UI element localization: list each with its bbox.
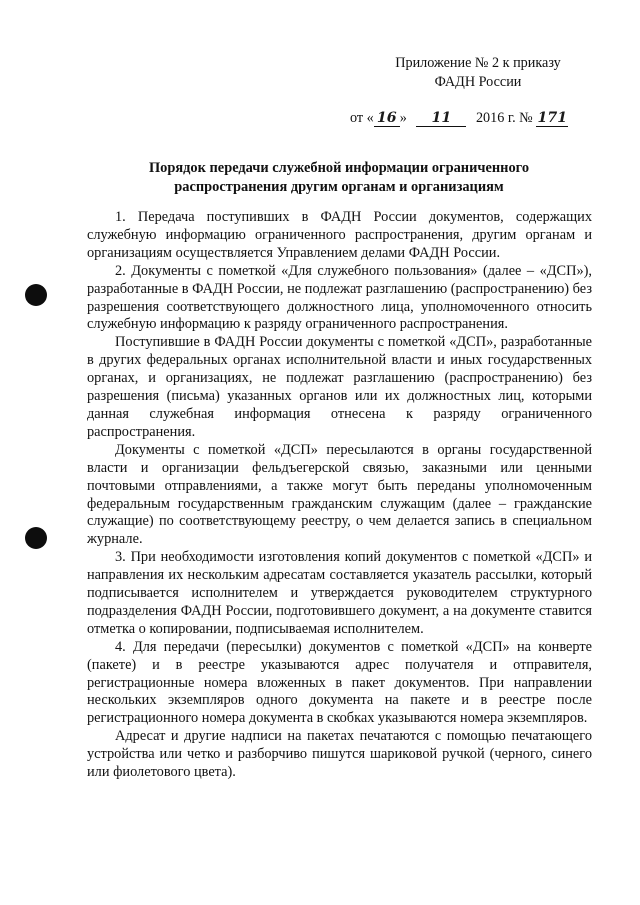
body-paragraph: Документы с пометкой «ДСП» пересылаются в органы государственной власти и организации фельдъегерской связью, заказными или ценными почтовыми отправлениями, а также могут быть переданы уполномоченным федеральным государственным гражданским служащим (далее – гражданские служащие) по соответствующему реестру, о чем делается запись в специальном журнале. [87, 441, 592, 548]
document-title [100, 159, 578, 197]
body-paragraph: 3. При необходимости изготовления копий документов с пометкой «ДСП» и направления их нескольким адресатам составляется указатель рассылки, который подписывается исполнителем и утверждается руководителем структурного подразделения ФАДН России, подготовившего документ, а на документе ставится отметка о копировании, подписываемая исполнителем. [87, 549, 592, 637]
body-paragraph: 2. Документы с пометкой «Для служебного пользования» (далее – «ДСП»), разработанные в ФАДН России, не подлежат разглашению (распространению) без разрешения соответствующего должностного лица, уполномоченного относить служебную информацию к разряду ограниченного распространения. [87, 262, 592, 333]
body-paragraph: Адресат и другие надписи на пакетах печатаются с помощью печатающего устройства или четко и разборчиво пишутся шариковой ручкой (черного, синего или фиолетового цвета). [87, 728, 592, 781]
document-body [87, 209, 592, 782]
order-date-line [350, 108, 568, 128]
order-year-label: 2016 г. № [475, 110, 533, 126]
handwritten-order-number: 171 [537, 110, 568, 126]
body-paragraph: 1. Передача поступивших в ФАДН России документов, содержащих служебную информацию ограниченного распространения, другим органам и организациям осуществляется Управлением делами ФАДН России. [87, 209, 592, 261]
title-line: распространения другим органам и организациям [174, 179, 504, 195]
order-date-prefix: от « [350, 110, 374, 126]
handwritten-day: 16 [374, 110, 400, 127]
order-quote-close: » [399, 110, 407, 126]
binder-hole-punch [25, 527, 47, 549]
body-paragraph: Поступившие в ФАДН России документы с пометкой «ДСП», разработанные в других федеральных органах исполнительной власти и иных государственных органах, и организациях, не подлежат разглашению (распространению) без разрешения (письма) указанных органов или их должностных лиц, которыми данная служебная информация отнесена к разряду ограниченного распространения. [87, 334, 592, 440]
appendix-line: ФАДН России [434, 74, 522, 90]
handwritten-month: 11 [416, 110, 466, 127]
binder-hole-punch [25, 284, 47, 306]
appendix-line: Приложение № 2 к приказу [395, 55, 561, 71]
title-line: Порядок передачи служебной информации ограниченного [148, 160, 530, 176]
appendix-header [350, 54, 606, 92]
body-paragraph: 4. Для передачи (пересылки) документов с пометкой «ДСП» на конверте (пакете) и в реестре указываются адрес получателя и отправителя, регистрационные номера вложенных в пакет документов. При направлении нескольких экземпляров одного документа на пакете и в реестре после регистрационного номера документа в скобках указываются номера экземпляров. [87, 638, 592, 727]
